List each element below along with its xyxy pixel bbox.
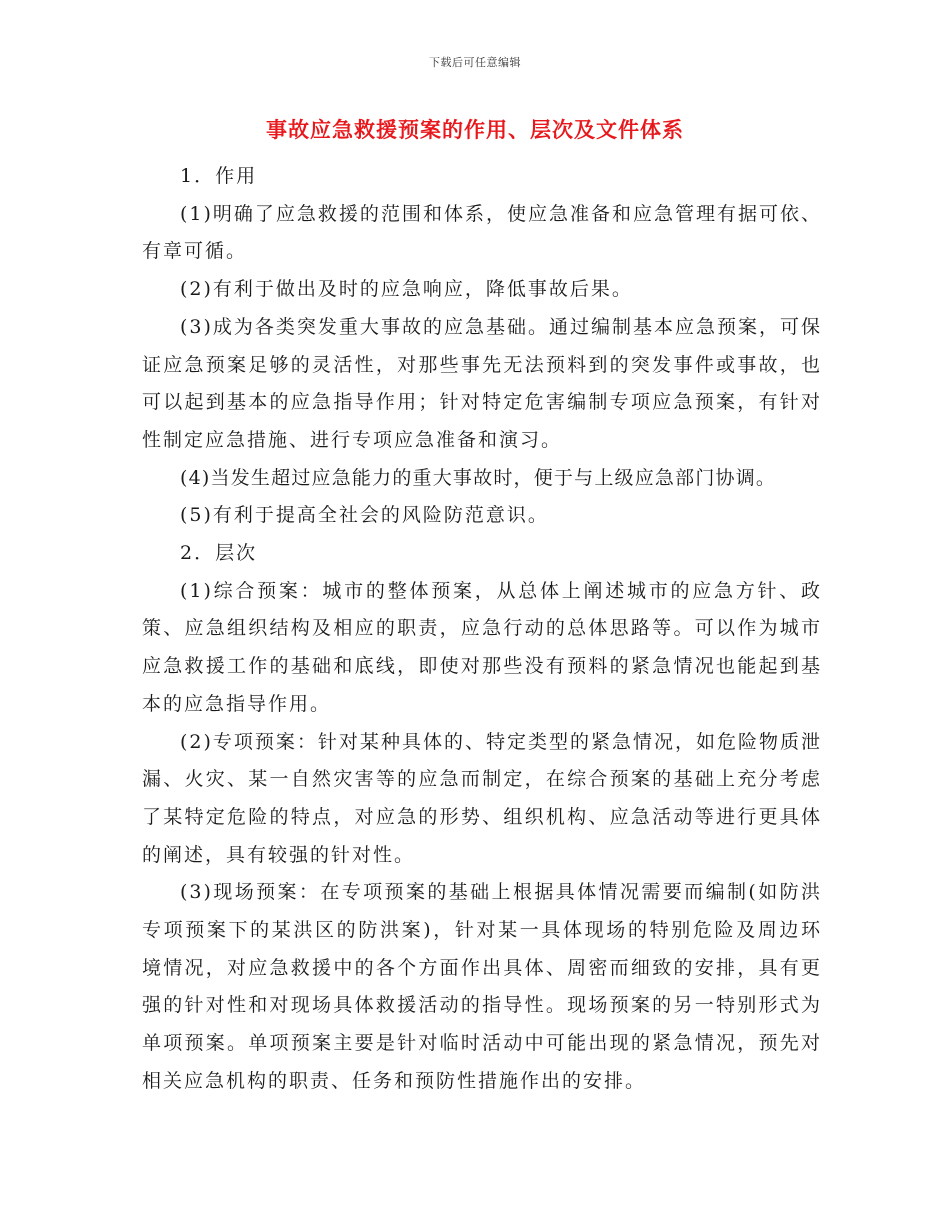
function-item-1: (1)明确了应急救援的范围和体系，使应急准备和应急管理有据可依、有章可循。 bbox=[142, 202, 822, 263]
function-item-5: (5)有利于提高全社会的风险防范意识。 bbox=[180, 504, 549, 527]
level-item-3: (3)现场预案：在专项预案的基础上根据具体情况需要而编制(如防洪专项预案下的某洪区的防洪案)，针对某一具体现场的特别危险及周边环境情况，对应急救援中的各个方面作出具体、周密而细致的安排，具有更强的针对性和对现场具体救援活动的指导性。现场预案的另一特别形式为单项预案。单项预案主要是针对临时活动中可能出现的紧急情况，预先对相关应急机构的职责、任务和预防性措施作出的安排。 bbox=[142, 881, 822, 1092]
level-item-2: (2)专项预案：针对某种具体的、特定类型的紧急情况，如危险物质泄漏、火灾、某一自然灾害等的应急而制定，在综合预案的基础上充分考虑了某特定危险的特点，对应急的形势、组织机构、应急活动等进行更具体的阐述，具有较强的针对性。 bbox=[142, 730, 822, 866]
function-item-3: (3)成为各类突发重大事故的应急基础。通过编制基本应急预案，可保证应急预案足够的灵活性，对那些事先无法预料到的突发事件或事故，也可以起到基本的应急指导作用；针对特定危害编制专项应急预案，有针对性制定应急措施、进行专项应急准备和演习。 bbox=[142, 315, 822, 451]
section-heading-levels: 2．层次 bbox=[180, 542, 258, 565]
level-item-1: (1)综合预案：城市的整体预案，从总体上阐述城市的应急方针、政策、应急组织结构及相应的职责，应急行动的总体思路等。可以作为城市应急救援工作的基础和底线，即使对那些没有预料的紧急情况也能起到基本的应急指导作用。 bbox=[142, 579, 822, 715]
document-body bbox=[142, 158, 822, 1101]
section-heading-functions: 1．作用 bbox=[180, 165, 258, 187]
function-item-4: (4)当发生超过应急能力的重大事故时，便于与上级应急部门协调。 bbox=[180, 466, 777, 489]
header-note: 下载后可任意编辑 bbox=[429, 56, 521, 69]
document-title: 事故应急救援预案的作用、层次及文件体系 bbox=[266, 117, 684, 142]
function-item-2: (2)有利于做出及时的应急响应，降低事故后果。 bbox=[180, 278, 633, 301]
